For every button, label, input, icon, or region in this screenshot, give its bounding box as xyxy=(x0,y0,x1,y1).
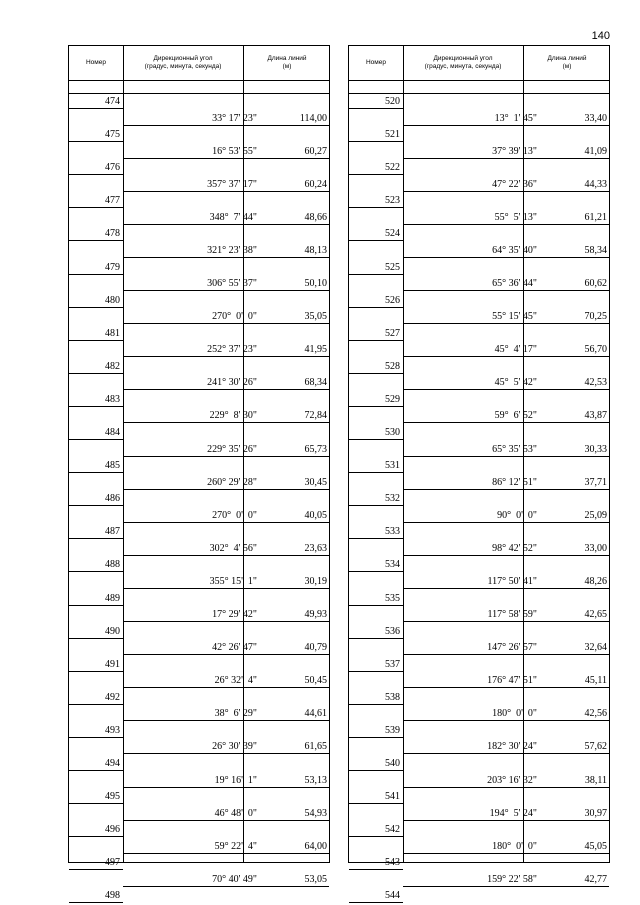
header-number-label: Номер xyxy=(365,59,386,66)
point-number: 479 xyxy=(105,261,120,273)
point-row-divider xyxy=(349,836,403,837)
point-row-divider xyxy=(69,770,123,771)
point-number: 493 xyxy=(105,724,120,736)
point-number: 536 xyxy=(385,625,400,637)
line-length: 37,71 xyxy=(584,476,607,488)
point-number: 476 xyxy=(105,162,120,174)
segment-row-divider xyxy=(403,820,609,821)
segment-row-divider xyxy=(123,787,329,788)
line-length: 50,10 xyxy=(304,278,327,290)
line-length: 50,45 xyxy=(304,675,327,687)
point-number: 538 xyxy=(385,691,400,703)
point-number: 529 xyxy=(385,393,400,405)
line-length: 33,40 xyxy=(584,112,607,124)
direction-angle: 26° 32' 4" xyxy=(214,675,257,687)
header-angle-label: Дирекционный угол xyxy=(433,55,493,62)
point-row-divider xyxy=(349,770,403,771)
direction-angle: 270° 0' 0" xyxy=(212,509,257,521)
point-number: 524 xyxy=(385,228,400,240)
point-number: 491 xyxy=(105,658,120,670)
direction-angle: 180° 0' 0" xyxy=(492,708,537,720)
segment-row-divider xyxy=(123,621,329,622)
page-number: 140 xyxy=(591,30,610,42)
line-length: 61,21 xyxy=(584,211,607,223)
segment-row-divider xyxy=(403,489,609,490)
point-number: 541 xyxy=(385,791,400,803)
point-row-divider xyxy=(69,373,123,374)
line-length: 38,11 xyxy=(584,774,607,786)
header-angle xyxy=(403,46,523,80)
point-number: 498 xyxy=(105,890,120,902)
header-angle xyxy=(123,46,243,80)
header-length-units: (м) xyxy=(282,63,292,70)
direction-angle: 348° 7' 44" xyxy=(209,211,257,223)
line-length: 53,13 xyxy=(304,774,327,786)
segment-row-divider xyxy=(403,290,609,291)
direction-angle: 117° 50' 41" xyxy=(487,575,537,587)
point-number: 484 xyxy=(105,427,120,438)
point-number: 496 xyxy=(105,824,120,836)
segment-row-divider xyxy=(403,191,609,192)
point-row-divider xyxy=(349,307,403,308)
header-angle-label: Дирекционный угол xyxy=(153,55,213,62)
direction-angle: 13° 1' 45" xyxy=(494,112,537,124)
point-number: 521 xyxy=(385,129,400,141)
direction-angle: 306° 55' 37" xyxy=(207,278,257,290)
point-row-divider xyxy=(349,704,403,705)
direction-angle: 159° 22' 58" xyxy=(487,873,537,885)
segment-row-divider xyxy=(403,125,609,126)
line-length: 41,09 xyxy=(584,145,607,157)
direction-angle: 355° 15' 1" xyxy=(209,575,257,587)
point-number: 497 xyxy=(105,857,120,869)
point-number: 537 xyxy=(385,658,400,670)
line-length: 58,34 xyxy=(584,244,607,256)
point-row-divider xyxy=(69,571,123,572)
direction-angle: 38° 6' 29" xyxy=(214,708,257,720)
line-length: 60,27 xyxy=(304,145,327,157)
point-row-divider xyxy=(69,902,123,903)
point-number: 528 xyxy=(385,360,400,372)
direction-angle: 357° 37' 17" xyxy=(207,178,257,190)
direction-angle: 59° 22' 4" xyxy=(214,840,257,852)
direction-angle: 98° 42' 52" xyxy=(492,542,537,554)
segment-row-divider xyxy=(123,820,329,821)
header-divider xyxy=(349,93,609,94)
point-row-divider xyxy=(349,207,403,208)
line-length: 35,05 xyxy=(304,311,327,323)
header-divider xyxy=(69,80,329,81)
line-length: 41,95 xyxy=(304,344,327,356)
direction-angle: 17° 29' 42" xyxy=(212,609,257,621)
point-number: 485 xyxy=(105,460,120,472)
point-number: 478 xyxy=(105,228,120,240)
direction-angle: 229° 35' 26" xyxy=(207,443,257,455)
header-length-label: Длина линий xyxy=(267,55,307,62)
segment-row-divider xyxy=(403,787,609,788)
direction-angle: 321° 23' 38" xyxy=(207,244,257,256)
point-row-divider xyxy=(69,836,123,837)
line-length: 30,33 xyxy=(584,443,607,455)
segment-row-divider xyxy=(403,853,609,854)
segment-row-divider xyxy=(403,257,609,258)
segment-row-divider xyxy=(403,588,609,589)
point-row-divider xyxy=(69,439,123,440)
point-row-divider xyxy=(349,340,403,341)
line-length: 45,05 xyxy=(584,840,607,852)
point-row-divider xyxy=(69,671,123,672)
point-number: 477 xyxy=(105,195,120,207)
coordinates-table-right xyxy=(348,45,610,902)
segment-row-divider xyxy=(123,522,329,523)
segment-row-divider xyxy=(403,456,609,457)
line-length: 30,45 xyxy=(304,476,327,488)
direction-angle: 42° 26' 47" xyxy=(212,642,257,654)
point-number: 482 xyxy=(105,360,120,372)
line-length: 53,05 xyxy=(304,873,327,885)
line-length: 60,24 xyxy=(304,178,327,190)
point-number: 527 xyxy=(385,327,400,339)
point-number: 475 xyxy=(105,129,120,141)
segment-row-divider xyxy=(403,654,609,655)
line-length: 42,65 xyxy=(584,609,607,621)
line-length: 60,62 xyxy=(584,278,607,290)
direction-angle: 19° 16' 1" xyxy=(214,774,257,786)
point-row-divider xyxy=(349,638,403,639)
header-number-label: Номер xyxy=(85,59,106,66)
point-row-divider xyxy=(349,538,403,539)
point-number: 520 xyxy=(385,96,400,107)
point-number: 490 xyxy=(105,625,120,637)
point-number: 544 xyxy=(385,890,400,902)
point-row-divider xyxy=(69,638,123,639)
segment-row-divider xyxy=(403,422,609,423)
line-length: 68,34 xyxy=(304,377,327,389)
segment-row-divider xyxy=(403,323,609,324)
point-number: 539 xyxy=(385,724,400,736)
line-length: 23,63 xyxy=(304,542,327,554)
point-number: 525 xyxy=(385,261,400,273)
direction-angle: 180° 0' 0" xyxy=(492,840,537,852)
point-row-divider xyxy=(349,439,403,440)
segment-row-divider xyxy=(123,323,329,324)
direction-angle: 46° 48' 0" xyxy=(214,807,257,819)
segment-row-divider xyxy=(403,886,609,887)
point-row-divider xyxy=(69,340,123,341)
direction-angle: 241° 30' 26" xyxy=(207,377,257,389)
direction-angle: 203° 16' 32" xyxy=(487,774,537,786)
point-row-divider xyxy=(349,472,403,473)
point-number: 534 xyxy=(385,559,400,571)
point-row-divider xyxy=(349,803,403,804)
direction-angle: 33° 17' 23" xyxy=(212,112,257,124)
point-row-divider xyxy=(69,538,123,539)
segment-row-divider xyxy=(123,687,329,688)
point-number: 532 xyxy=(385,493,400,505)
segment-row-divider xyxy=(123,389,329,390)
point-row-divider xyxy=(69,307,123,308)
segment-row-divider xyxy=(403,753,609,754)
header-divider xyxy=(349,80,609,81)
line-length: 45,11 xyxy=(584,675,607,687)
point-row-divider xyxy=(349,671,403,672)
point-row-divider xyxy=(349,240,403,241)
point-number: 483 xyxy=(105,393,120,405)
segment-row-divider xyxy=(123,456,329,457)
direction-angle: 270° 0' 0" xyxy=(212,311,257,323)
segment-row-divider xyxy=(123,489,329,490)
direction-angle: 64° 35' 40" xyxy=(492,244,537,256)
segment-row-divider xyxy=(403,389,609,390)
line-length: 44,61 xyxy=(304,708,327,720)
segment-row-divider xyxy=(123,853,329,854)
header-divider xyxy=(69,93,329,94)
direction-angle: 45° 5' 42" xyxy=(494,377,537,389)
direction-angle: 194° 5' 24" xyxy=(489,807,537,819)
point-number: 495 xyxy=(105,791,120,803)
line-length: 42,77 xyxy=(584,873,607,885)
line-length: 56,70 xyxy=(584,344,607,356)
direction-angle: 59° 6' 52" xyxy=(494,410,537,422)
point-number: 543 xyxy=(385,857,400,869)
point-row-divider xyxy=(349,737,403,738)
direction-angle: 65° 36' 44" xyxy=(492,278,537,290)
direction-angle: 55° 5' 13" xyxy=(494,211,537,223)
header-length-units: (м) xyxy=(562,63,572,70)
line-length: 40,79 xyxy=(304,642,327,654)
point-row-divider xyxy=(349,869,403,870)
direction-angle: 90° 0' 0" xyxy=(497,509,537,521)
line-length: 25,09 xyxy=(584,509,607,521)
direction-angle: 147° 26' 57" xyxy=(487,642,537,654)
line-length: 65,73 xyxy=(304,443,327,455)
line-length: 30,97 xyxy=(584,807,607,819)
line-length: 72,84 xyxy=(304,410,327,422)
segment-row-divider xyxy=(403,687,609,688)
point-number: 480 xyxy=(105,294,120,306)
point-number: 489 xyxy=(105,592,120,604)
point-number: 540 xyxy=(385,758,400,769)
point-number: 542 xyxy=(385,824,400,836)
segment-row-divider xyxy=(403,356,609,357)
segment-row-divider xyxy=(123,257,329,258)
segment-row-divider xyxy=(403,522,609,523)
point-row-divider xyxy=(349,274,403,275)
point-row-divider xyxy=(69,141,123,142)
point-row-divider xyxy=(349,108,403,109)
direction-angle: 16° 53' 55" xyxy=(212,145,257,157)
point-row-divider xyxy=(69,174,123,175)
line-length: 32,64 xyxy=(584,642,607,654)
direction-angle: 65° 35' 53" xyxy=(492,443,537,455)
point-row-divider xyxy=(349,406,403,407)
segment-row-divider xyxy=(123,158,329,159)
direction-angle: 229° 8' 30" xyxy=(209,410,257,422)
header-number xyxy=(349,46,403,80)
point-number: 522 xyxy=(385,162,400,174)
point-number: 531 xyxy=(385,460,400,472)
point-row-divider xyxy=(349,174,403,175)
header-length xyxy=(243,46,331,80)
line-length: 44,33 xyxy=(584,178,607,190)
direction-angle: 260° 29' 28" xyxy=(207,476,257,488)
line-length: 48,13 xyxy=(304,244,327,256)
line-length: 48,26 xyxy=(584,575,607,587)
point-number: 488 xyxy=(105,559,120,571)
line-length: 43,87 xyxy=(584,410,607,422)
line-length: 48,66 xyxy=(304,211,327,223)
point-row-divider xyxy=(69,505,123,506)
line-length: 30,19 xyxy=(304,575,327,587)
point-number: 494 xyxy=(105,758,120,769)
point-number: 481 xyxy=(105,327,120,339)
segment-row-divider xyxy=(123,753,329,754)
point-row-divider xyxy=(349,373,403,374)
point-number: 486 xyxy=(105,493,120,505)
point-row-divider xyxy=(69,108,123,109)
segment-row-divider xyxy=(123,290,329,291)
segment-row-divider xyxy=(123,555,329,556)
line-length: 42,56 xyxy=(584,708,607,720)
segment-row-divider xyxy=(123,224,329,225)
segment-row-divider xyxy=(403,224,609,225)
point-number: 474 xyxy=(105,96,120,107)
direction-angle: 182° 30' 24" xyxy=(487,741,537,753)
line-length: 70,25 xyxy=(584,311,607,323)
segment-row-divider xyxy=(403,555,609,556)
segment-row-divider xyxy=(123,125,329,126)
direction-angle: 117° 58' 59" xyxy=(487,609,537,621)
point-row-divider xyxy=(69,704,123,705)
point-row-divider xyxy=(69,803,123,804)
point-row-divider xyxy=(349,571,403,572)
point-row-divider xyxy=(69,207,123,208)
direction-angle: 252° 37' 23" xyxy=(207,344,257,356)
segment-row-divider xyxy=(403,621,609,622)
coordinates-table-left xyxy=(68,45,330,902)
line-length: 33,00 xyxy=(584,542,607,554)
segment-row-divider xyxy=(123,356,329,357)
segment-row-divider xyxy=(123,886,329,887)
line-length: 57,62 xyxy=(584,741,607,753)
line-length: 64,00 xyxy=(304,840,327,852)
point-row-divider xyxy=(349,141,403,142)
point-row-divider xyxy=(349,605,403,606)
line-length: 49,93 xyxy=(304,609,327,621)
header-length-label: Длина линий xyxy=(547,55,587,62)
segment-row-divider xyxy=(123,191,329,192)
point-row-divider xyxy=(69,737,123,738)
point-number: 492 xyxy=(105,691,120,703)
line-length: 42,53 xyxy=(584,377,607,389)
point-row-divider xyxy=(349,902,403,903)
line-length: 40,05 xyxy=(304,509,327,521)
segment-row-divider xyxy=(123,422,329,423)
direction-angle: 45° 4' 17" xyxy=(494,344,537,356)
point-row-divider xyxy=(69,605,123,606)
direction-angle: 47° 22' 36" xyxy=(492,178,537,190)
header-angle-units: (градус, минута, секунда) xyxy=(144,63,222,70)
line-length: 54,93 xyxy=(304,807,327,819)
point-row-divider xyxy=(69,274,123,275)
direction-angle: 55° 15' 45" xyxy=(492,311,537,323)
point-row-divider xyxy=(69,406,123,407)
header-number xyxy=(69,46,123,80)
point-number: 533 xyxy=(385,526,400,538)
point-number: 523 xyxy=(385,195,400,207)
header-length xyxy=(523,46,611,80)
segment-row-divider xyxy=(403,158,609,159)
point-row-divider xyxy=(349,505,403,506)
segment-row-divider xyxy=(403,720,609,721)
segment-row-divider xyxy=(123,654,329,655)
point-number: 530 xyxy=(385,427,400,438)
segment-row-divider xyxy=(123,720,329,721)
line-length: 114,00 xyxy=(299,112,327,124)
point-row-divider xyxy=(69,869,123,870)
direction-angle: 37° 39' 13" xyxy=(492,145,537,157)
direction-angle: 26° 30' 39" xyxy=(212,741,257,753)
point-row-divider xyxy=(69,472,123,473)
direction-angle: 302° 4' 56" xyxy=(209,542,257,554)
point-number: 535 xyxy=(385,592,400,604)
direction-angle: 86° 12' 51" xyxy=(492,476,537,488)
header-angle-units: (градус, минута, секунда) xyxy=(424,63,502,70)
point-number: 526 xyxy=(385,294,400,306)
point-row-divider xyxy=(69,240,123,241)
point-number: 487 xyxy=(105,526,120,538)
line-length: 61,65 xyxy=(304,741,327,753)
segment-row-divider xyxy=(123,588,329,589)
direction-angle: 176° 47' 51" xyxy=(487,675,537,687)
direction-angle: 70° 40' 49" xyxy=(212,873,257,885)
